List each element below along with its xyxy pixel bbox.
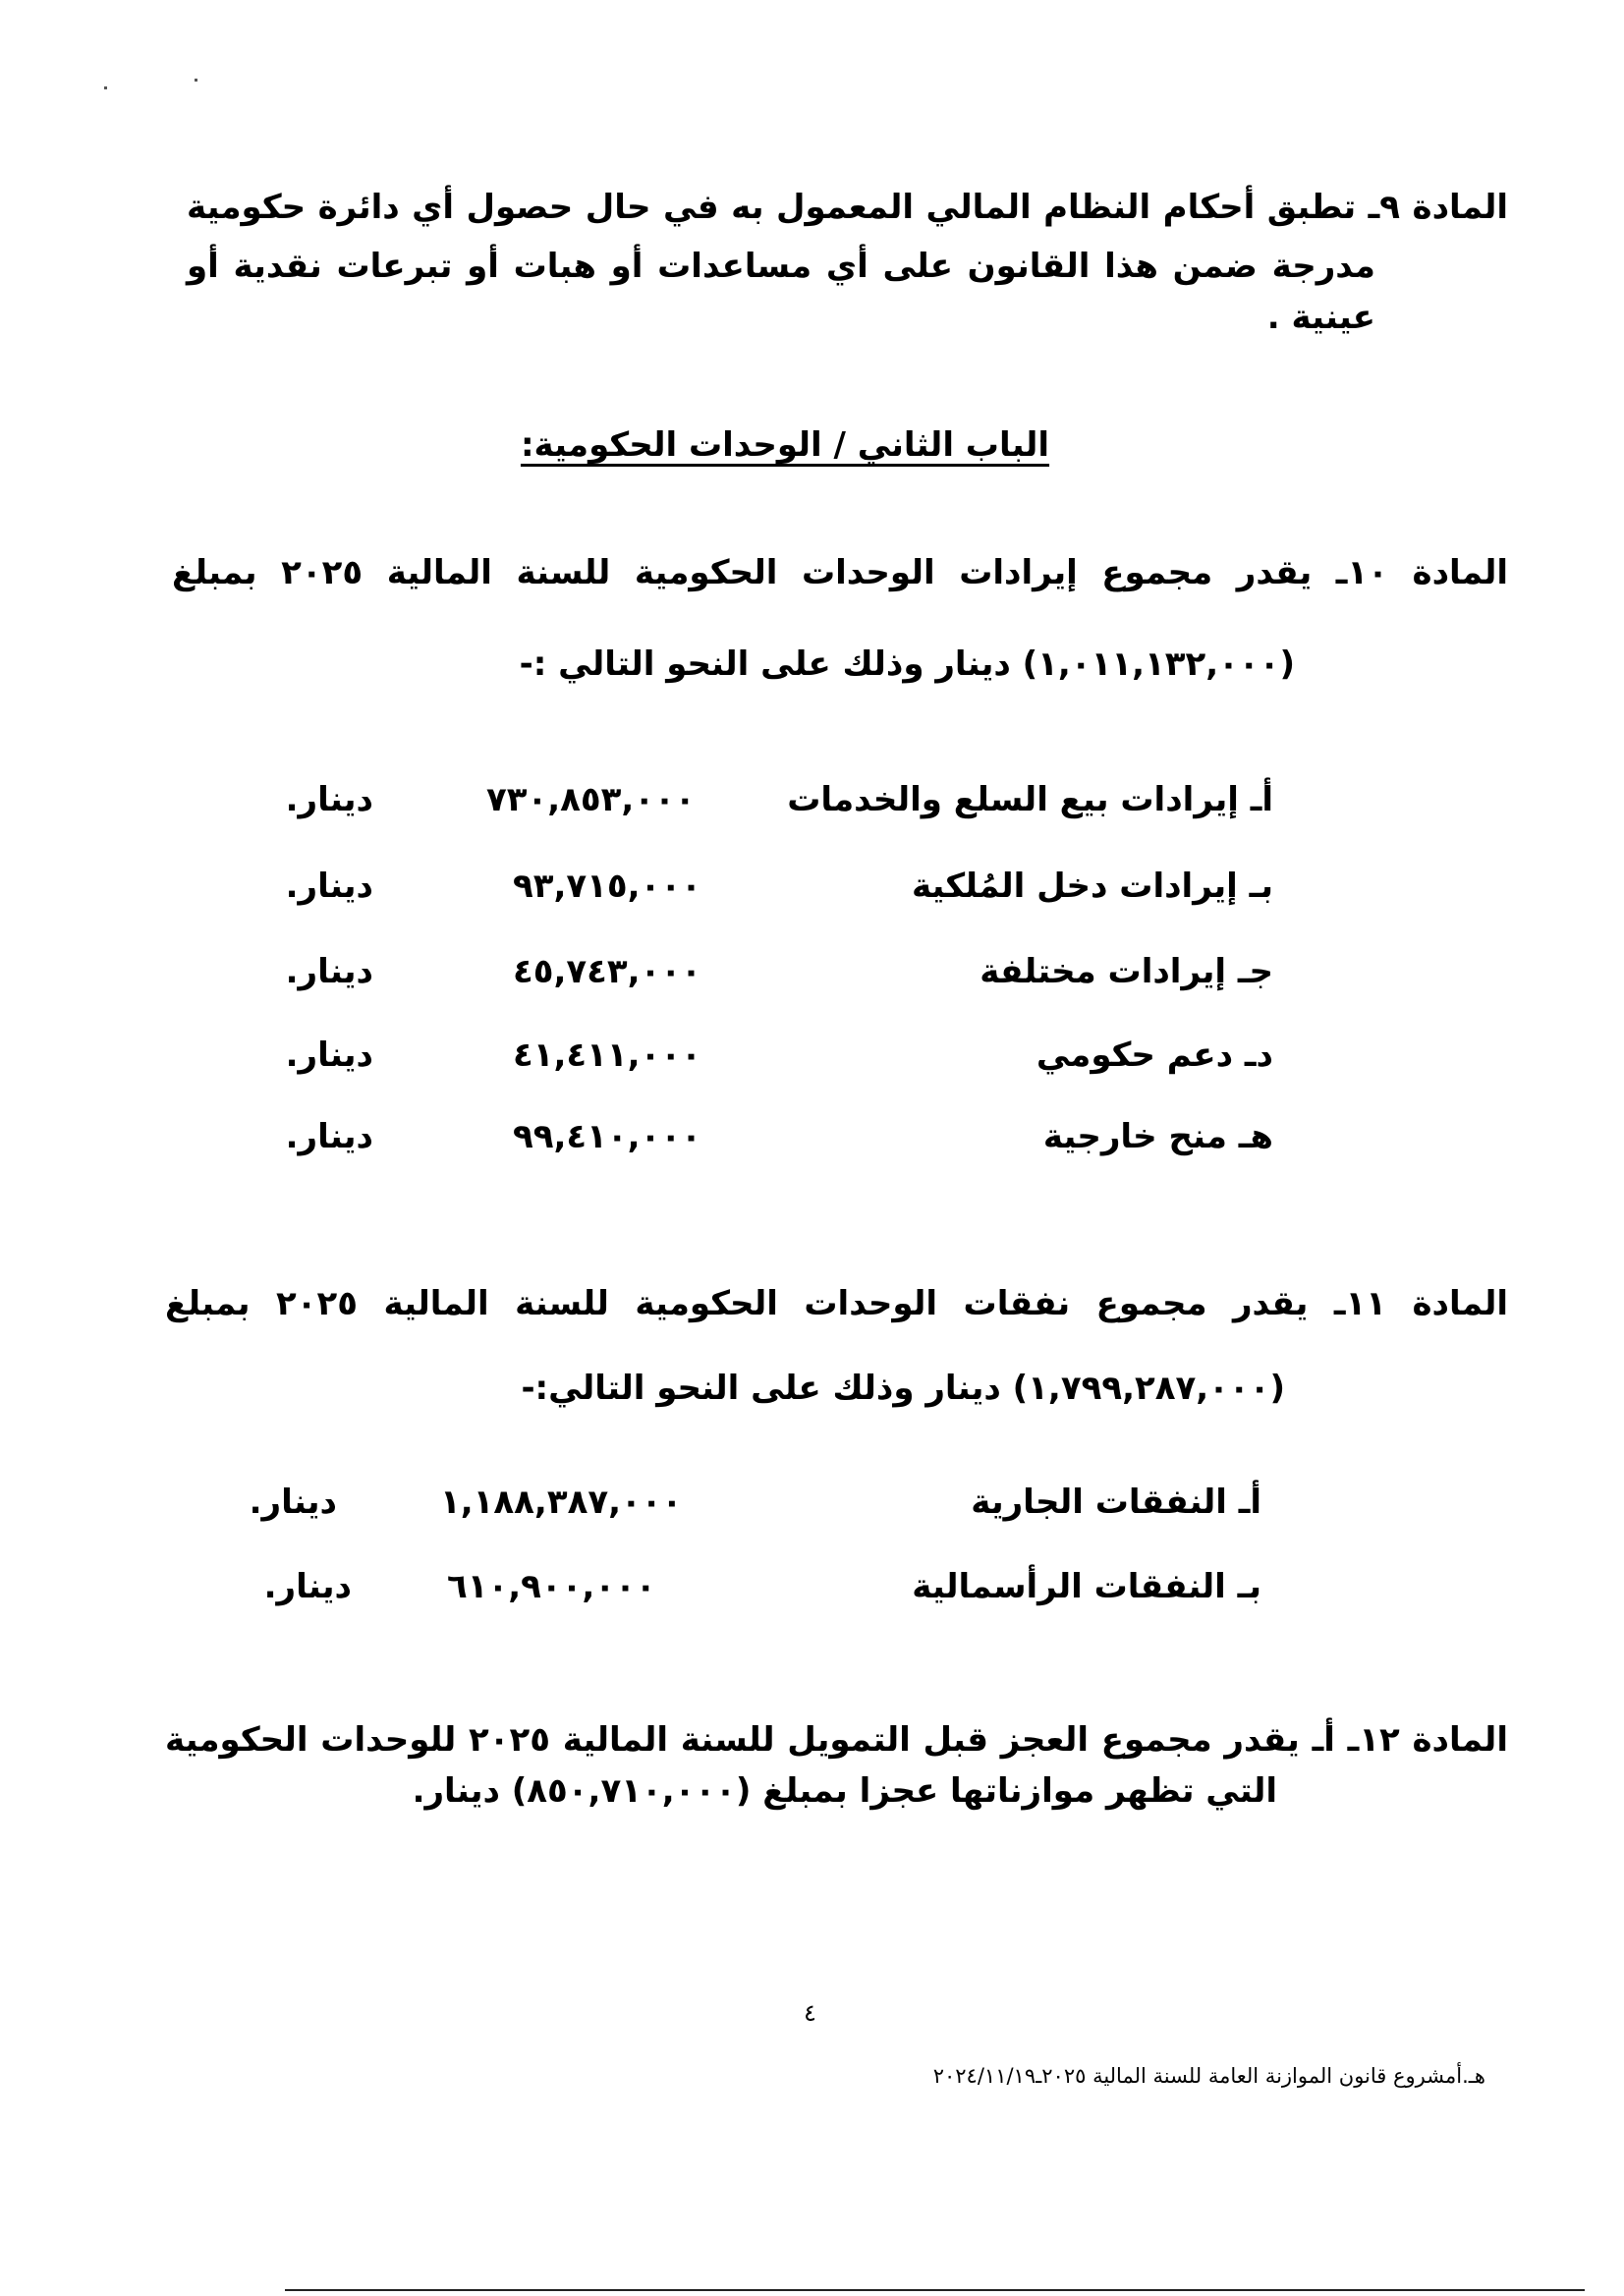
footer-reference: هـ.أمشروع قانون الموازنة العامة للسنة المالية ٢٠٢٥ـ٢٠٢٤/١١/١٩ [932, 2064, 1485, 2088]
item-unit: دينار. [285, 867, 373, 906]
section-heading: الباب الثاني / الوحدات الحكومية: [520, 425, 1050, 465]
scan-speck [104, 86, 107, 89]
scan-speck [195, 79, 197, 82]
article-9-line-2: مدرجة ضمن هذا القانون على أي مساعدات أو هبات أو تبرعات نقدية أو [187, 247, 1375, 286]
item-label: هـ منح خارجية [1042, 1117, 1273, 1156]
item-amount: ٩٩,٤١٠,٠٠٠ [513, 1117, 701, 1156]
page-number: ٤ [804, 1999, 816, 2027]
article-11-line-1: المادة ١١ـ يقدر مجموع نفقات الوحدات الحكومية للسنة المالية ٢٠٢٥ بمبلغ [165, 1284, 1508, 1323]
item-unit: دينار. [285, 780, 373, 819]
item-amount: ٧٣٠,٨٥٣,٠٠٠ [486, 780, 696, 819]
item-unit: دينار. [285, 1117, 373, 1156]
article-9-line-1: المادة ٩ـ تطبق أحكام النظام المالي المعمول به في حال حصول أي دائرة حكومية [187, 188, 1509, 227]
article-12-line-2: التي تظهر موازناتها عجزا بمبلغ (٨٥٠,٧١٠,٠٠٠) دينار. [412, 1771, 1277, 1811]
article-11-line-2: (١,٧٩٩,٢٨٧,٠٠٠) دينار وذلك على النحو التالي:- [521, 1369, 1285, 1408]
article-10-line-2: (١,٠١١,١٣٢,٠٠٠) دينار وذلك على النحو التالي :- [519, 644, 1295, 684]
item-amount: ٦١٠,٩٠٠,٠٠٠ [447, 1567, 656, 1606]
item-amount: ٤٥,٧٤٣,٠٠٠ [513, 952, 701, 991]
item-label: دـ دعم حكومي [1036, 1036, 1273, 1075]
item-label: أـ إيرادات بيع السلع والخدمات [787, 780, 1273, 819]
item-label: بـ النفقات الرأسمالية [912, 1567, 1261, 1606]
item-label: جـ إيرادات مختلفة [980, 952, 1273, 991]
bottom-rule [285, 2289, 1585, 2291]
item-amount: ٤١,٤١١,٠٠٠ [513, 1036, 701, 1075]
item-label: أـ النفقات الجارية [971, 1483, 1261, 1522]
item-label: بـ إيرادات دخل المُلكية [911, 867, 1273, 906]
article-10-line-1: المادة ١٠ـ يقدر مجموع إيرادات الوحدات الحكومية للسنة المالية ٢٠٢٥ بمبلغ [172, 553, 1508, 592]
item-amount: ٩٣,٧١٥,٠٠٠ [513, 867, 701, 906]
article-12-line-1: المادة ١٢ـ أـ يقدر مجموع العجز قبل التمويل للسنة المالية ٢٠٢٥ للوحدات الحكومية [165, 1720, 1508, 1760]
item-amount: ١,١٨٨,٣٨٧,٠٠٠ [440, 1483, 683, 1522]
item-unit: دينار. [285, 1036, 373, 1075]
item-unit: دينار. [285, 952, 373, 991]
article-9-line-3: عينية . [1266, 298, 1375, 337]
item-unit: دينار. [263, 1567, 352, 1606]
item-unit: دينار. [249, 1483, 337, 1522]
